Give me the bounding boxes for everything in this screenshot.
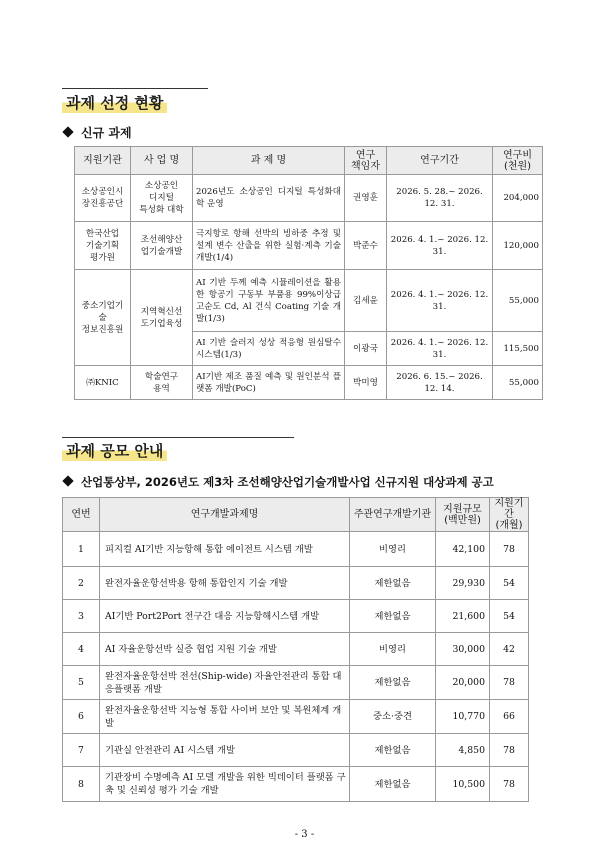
col-header-org: 주관연구개발기관 bbox=[350, 498, 436, 532]
scale-cell: 10,770 bbox=[436, 700, 490, 734]
name-cell: 피지컬 AI기반 지능항해 통합 에이전트 시스템 개발 bbox=[100, 532, 350, 567]
scale-cell: 42,100 bbox=[436, 532, 490, 567]
page-number: - 3 - bbox=[294, 829, 315, 840]
agency-cell: 한국산업 기술기획 평가원 bbox=[75, 222, 131, 270]
months-cell: 54 bbox=[490, 600, 529, 633]
agency-cell: ㈜KNIC bbox=[75, 366, 131, 400]
months-cell: 78 bbox=[490, 767, 529, 802]
months-cell: 66 bbox=[490, 700, 529, 734]
budget-cell: 115,500 bbox=[493, 332, 543, 366]
col-header-name: 연구개발과제명 bbox=[100, 498, 350, 532]
col-header-budget: 연구비 (천원) bbox=[493, 147, 543, 175]
name-cell: 완전자율운항선박 전선(Ship-wide) 자율안전관리 통합 대응플랫폼 개발 bbox=[100, 666, 350, 700]
program-cell: 학술연구 용역 bbox=[131, 366, 193, 400]
no-cell: 5 bbox=[63, 666, 100, 700]
table-row bbox=[63, 734, 529, 767]
table-row bbox=[63, 666, 529, 700]
section1-title: 과제 선정 현황 bbox=[62, 92, 167, 115]
table-row bbox=[75, 270, 543, 332]
section2-subtitle bbox=[62, 474, 494, 490]
org-cell: 비영리 bbox=[350, 633, 436, 666]
no-cell: 1 bbox=[63, 532, 100, 567]
no-cell: 3 bbox=[63, 600, 100, 633]
budget-cell: 120,000 bbox=[493, 222, 543, 270]
name-cell: 기관장비 수명예측 AI 모델 개발을 위한 빅데이터 플랫폼 구축 및 신뢰성 평가 기술 개발 bbox=[100, 767, 350, 802]
table-row bbox=[75, 222, 543, 270]
months-cell: 78 bbox=[490, 532, 529, 567]
budget-cell: 55,000 bbox=[493, 270, 543, 332]
period-cell: 2026. 4. 1.~ 2026. 12. 31. bbox=[387, 222, 493, 270]
col-header-program: 사 업 명 bbox=[131, 147, 193, 175]
period-cell: 2026. 6. 15.~ 2026. 12. 14. bbox=[387, 366, 493, 400]
table-row bbox=[63, 700, 529, 734]
lead-cell: 박미영 bbox=[345, 366, 387, 400]
selected-tasks-table bbox=[74, 146, 543, 400]
lead-cell: 박준수 bbox=[345, 222, 387, 270]
section2-rule bbox=[62, 437, 294, 438]
no-cell: 7 bbox=[63, 734, 100, 767]
period-cell: 2026. 4. 1.~ 2026. 12. 31. bbox=[387, 270, 493, 332]
task-cell: 2026년도 소상공인 디지털 특성화대학 운영 bbox=[193, 175, 345, 222]
org-cell: 제한없음 bbox=[350, 567, 436, 600]
months-cell: 78 bbox=[490, 666, 529, 700]
col-header-period: 연구기간 bbox=[387, 147, 493, 175]
org-cell: 중소·중견 bbox=[350, 700, 436, 734]
name-cell: 완전자율운항선박 지능형 통합 사이버 보안 및 복원체계 개발 bbox=[100, 700, 350, 734]
call-for-proposals-table bbox=[62, 497, 529, 802]
task-cell: AI 기반 두께 예측 시뮬레이션을 활용한 항공기 구동부 부품용 99%이상급 고순도 Cd, Al 건식 Coating 기술 개발(1/3) bbox=[193, 270, 345, 332]
lead-cell: 김세윤 bbox=[345, 270, 387, 332]
months-cell: 54 bbox=[490, 567, 529, 600]
program-cell: 조선해양산 업기술개발 bbox=[131, 222, 193, 270]
no-cell: 8 bbox=[63, 767, 100, 802]
task-cell: AI 기반 슬러지 성상 적응형 원심탈수 시스템(1/3) bbox=[193, 332, 345, 366]
section2-subtitle-text: 산업통상부, 2026년도 제3차 조선해양산업기술개발사업 신규지원 대상과제 공고 bbox=[81, 475, 494, 489]
org-cell: 제한없음 bbox=[350, 666, 436, 700]
col-header-scale: 지원규모 (백만원) bbox=[436, 498, 490, 532]
table-row bbox=[63, 600, 529, 633]
name-cell: 기관실 안전관리 AI 시스템 개발 bbox=[100, 734, 350, 767]
org-cell: 제한없음 bbox=[350, 767, 436, 802]
col-header-no: 연번 bbox=[63, 498, 100, 532]
table-row bbox=[75, 366, 543, 400]
section1-subtitle bbox=[62, 124, 132, 141]
section2-title: 과제 공모 안내 bbox=[62, 440, 167, 463]
section1-rule bbox=[62, 88, 208, 89]
program-cell: 지역혁신선 도기업육성 bbox=[131, 270, 193, 366]
program-cell: 소상공인 디지털 특성화 대학 bbox=[131, 175, 193, 222]
diamond-bullet-icon bbox=[62, 126, 73, 137]
no-cell: 6 bbox=[63, 700, 100, 734]
table-row bbox=[63, 633, 529, 666]
scale-cell: 10,500 bbox=[436, 767, 490, 802]
no-cell: 2 bbox=[63, 567, 100, 600]
scale-cell: 21,600 bbox=[436, 600, 490, 633]
months-cell: 42 bbox=[490, 633, 529, 666]
budget-cell: 204,000 bbox=[493, 175, 543, 222]
lead-cell: 권영훈 bbox=[345, 175, 387, 222]
name-cell: AI기반 Port2Port 전구간 대응 지능항해시스템 개발 bbox=[100, 600, 350, 633]
name-cell: 완전자율운항선박용 항해 통합인지 기술 개발 bbox=[100, 567, 350, 600]
table-row bbox=[75, 175, 543, 222]
org-cell: 제한없음 bbox=[350, 600, 436, 633]
lead-cell: 이광국 bbox=[345, 332, 387, 366]
name-cell: AI 자율운항선박 실증 협업 지원 기술 개발 bbox=[100, 633, 350, 666]
no-cell: 4 bbox=[63, 633, 100, 666]
org-cell: 제한없음 bbox=[350, 734, 436, 767]
org-cell: 비영리 bbox=[350, 532, 436, 567]
table-row bbox=[63, 532, 529, 567]
section1-subtitle-text: 신규 과제 bbox=[81, 126, 132, 140]
months-cell: 78 bbox=[490, 734, 529, 767]
scale-cell: 29,930 bbox=[436, 567, 490, 600]
col-header-months: 지원기간 (개월) bbox=[490, 498, 529, 532]
table-row bbox=[63, 567, 529, 600]
agency-cell: 소상공인시 장진흥공단 bbox=[75, 175, 131, 222]
scale-cell: 30,000 bbox=[436, 633, 490, 666]
budget-cell: 55,000 bbox=[493, 366, 543, 400]
task-cell: AI기반 제조 품질 예측 및 원인분석 플랫폼 개발(PoC) bbox=[193, 366, 345, 400]
task-cell: 극지항로 항해 선박의 빙하중 추정 및 설계 변수 산출을 위한 실험·계측 기술개발(1/4) bbox=[193, 222, 345, 270]
period-cell: 2026. 5. 28.~ 2026. 12. 31. bbox=[387, 175, 493, 222]
table-header-row bbox=[63, 498, 529, 532]
diamond-bullet-icon bbox=[62, 475, 73, 486]
table-row bbox=[63, 767, 529, 802]
scale-cell: 20,000 bbox=[436, 666, 490, 700]
col-header-agency: 지원기관 bbox=[75, 147, 131, 175]
scale-cell: 4,850 bbox=[436, 734, 490, 767]
agency-cell: 중소기업기술 정보진흥원 bbox=[75, 270, 131, 366]
col-header-task: 과 제 명 bbox=[193, 147, 345, 175]
period-cell: 2026. 4. 1.~ 2026. 12. 31. bbox=[387, 332, 493, 366]
table-header-row bbox=[75, 147, 543, 175]
col-header-lead: 연구 책임자 bbox=[345, 147, 387, 175]
